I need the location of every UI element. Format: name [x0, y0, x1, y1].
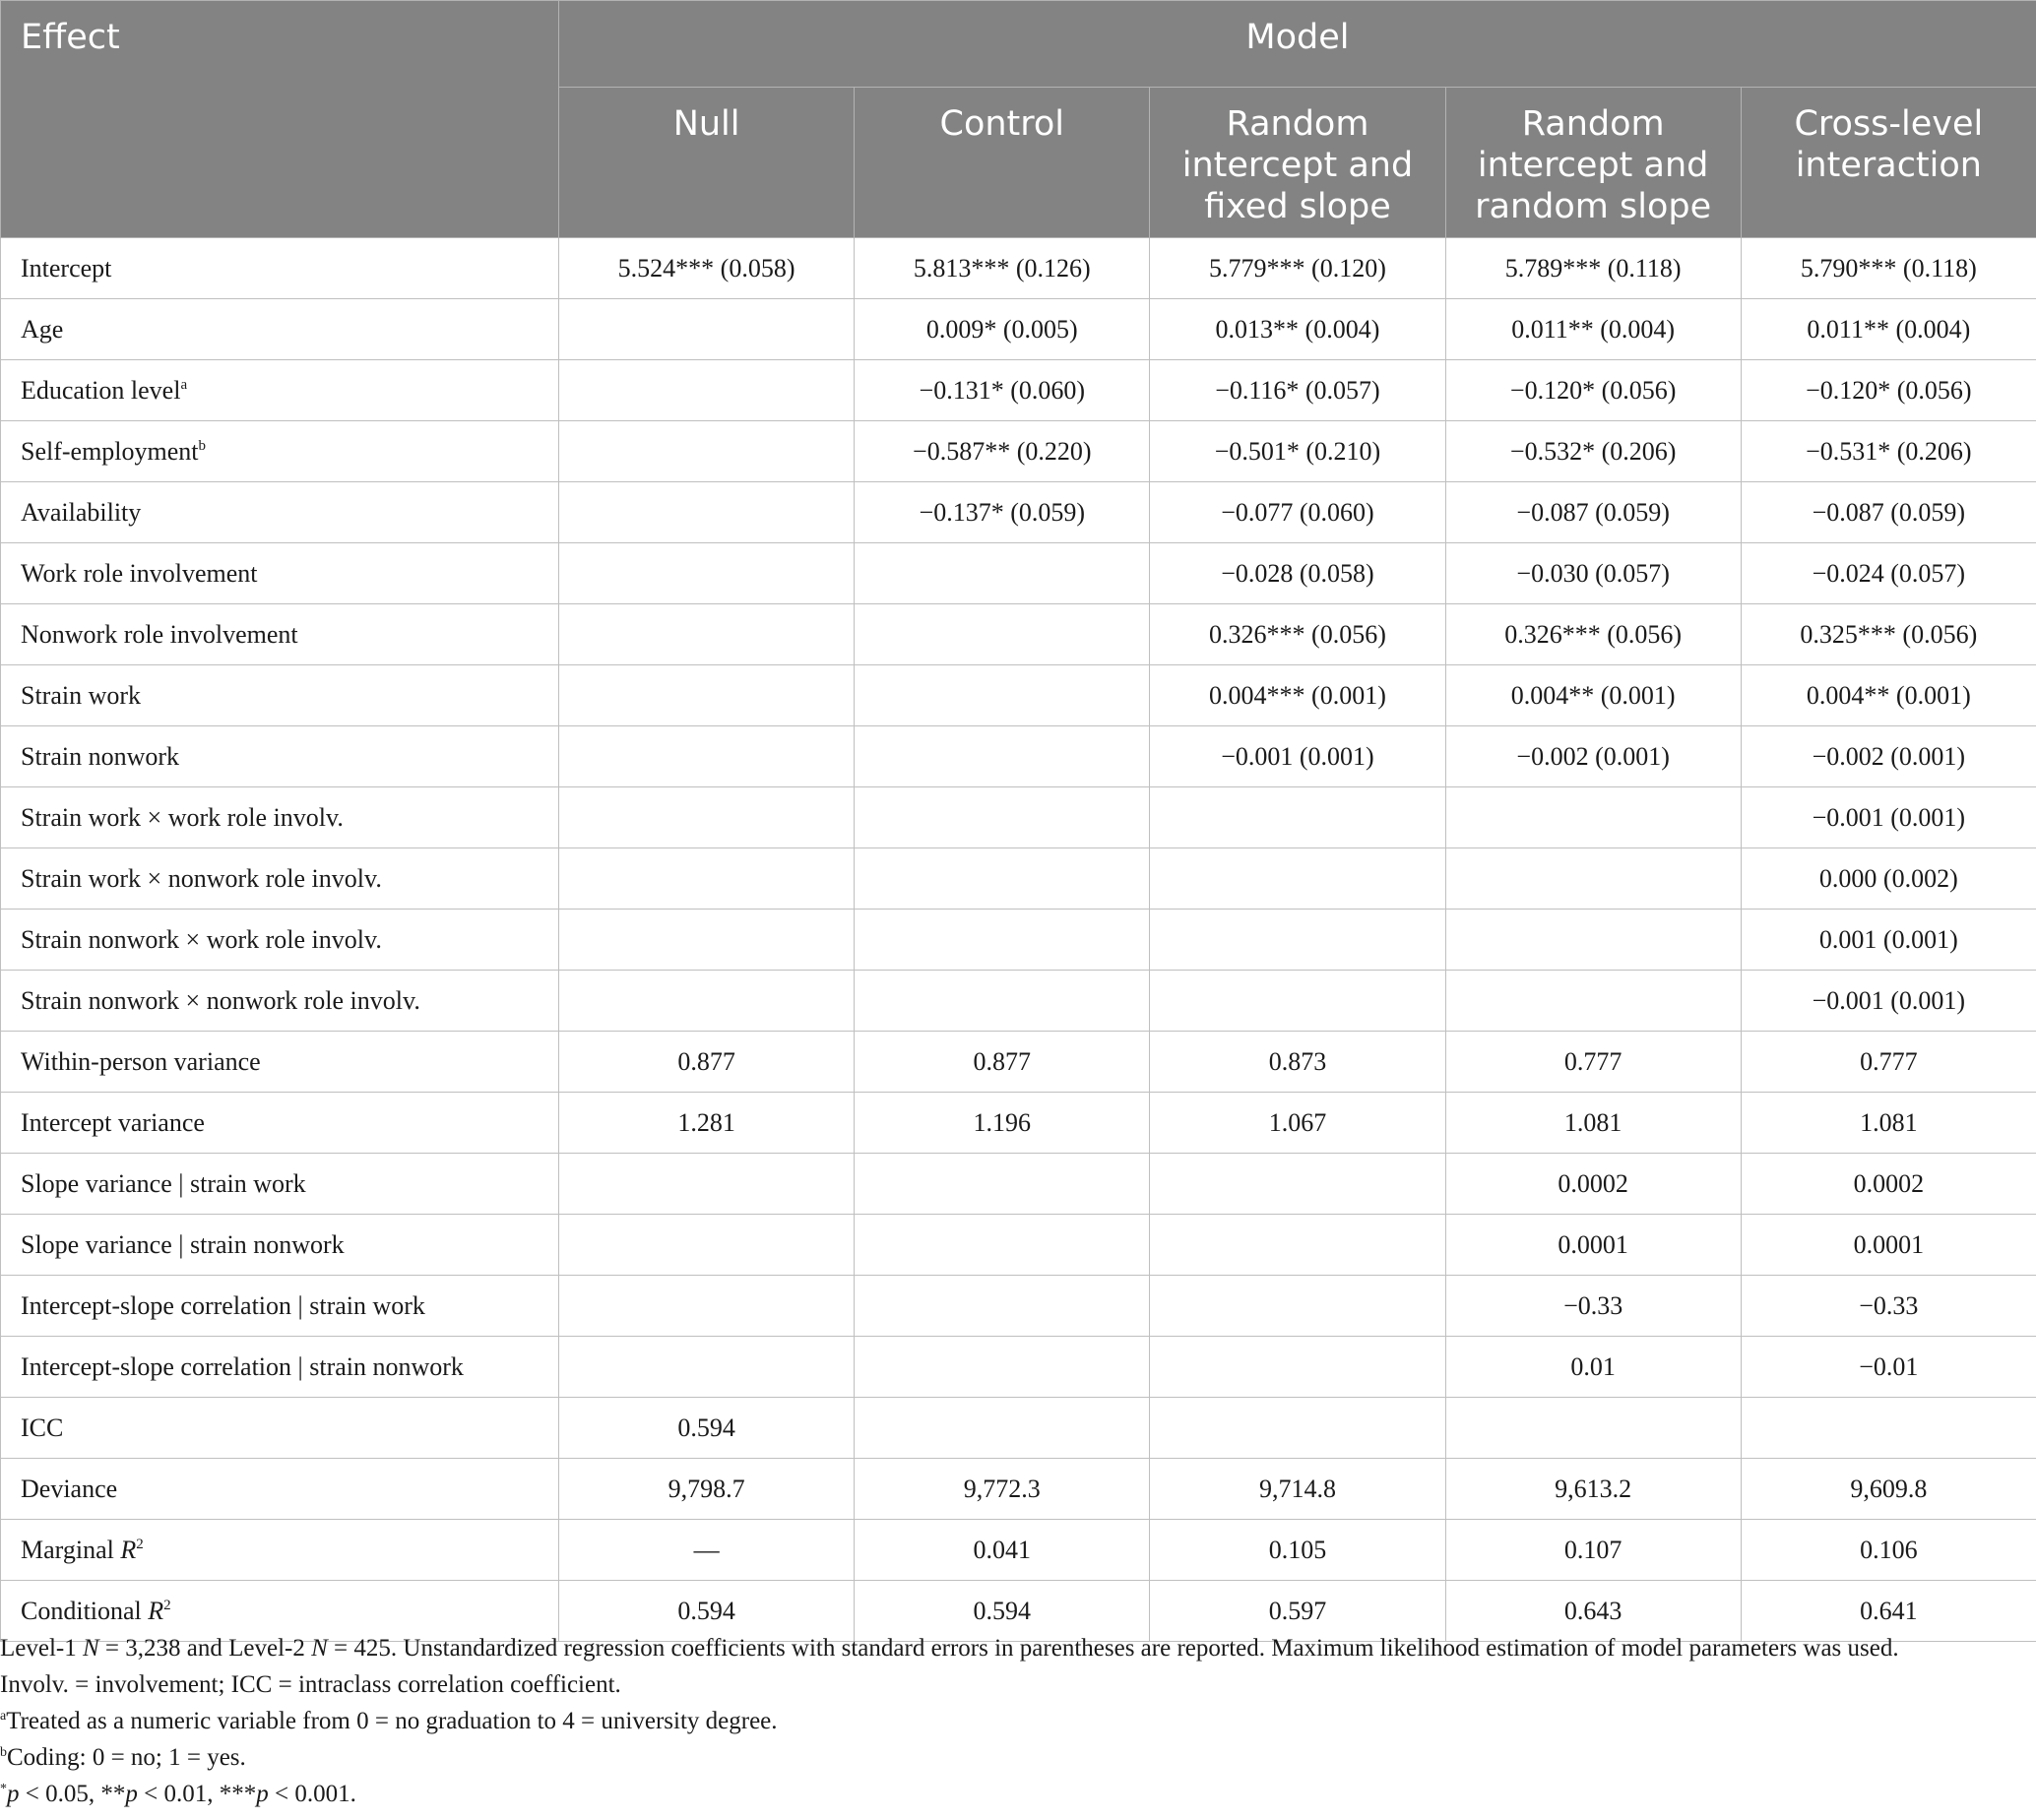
cell-value [559, 971, 855, 1032]
row-label [1, 1398, 559, 1459]
cell-value [1150, 1215, 1445, 1276]
r-squared-exponent: 2 [163, 1597, 171, 1613]
model-header-text [573, 88, 840, 145]
table-row [1, 1215, 2036, 1276]
row-label-text: Intercept [21, 253, 112, 282]
sample-size-note: Level-1 N = 3,238 and Level-2 N = 425. Unstandardized regression coefficients with standard errors in parentheses are reported. Maximum likelihood estimation of model parameters was used. [0, 1635, 1899, 1662]
row-label [1, 421, 559, 482]
model-header-line: Cross-level [1794, 104, 1984, 144]
cell-value: 0.777 [1445, 1032, 1741, 1093]
cell-value: 5.779*** (0.120) [1150, 238, 1445, 299]
cell-value [559, 1276, 855, 1337]
model-header-2 [1150, 88, 1445, 238]
table-row [1, 604, 2036, 665]
model-header-line: random slope [1475, 187, 1712, 226]
cell-value: −0.002 (0.001) [1741, 726, 2036, 787]
cell-value: −0.587** (0.220) [855, 421, 1150, 482]
cell-value [855, 787, 1150, 848]
row-label [1, 1032, 559, 1093]
cell-value: 0.004** (0.001) [1445, 665, 1741, 726]
cell-value: 0.107 [1445, 1520, 1741, 1581]
row-label [1, 1276, 559, 1337]
cell-value [855, 1215, 1150, 1276]
cell-value: 0.01 [1445, 1337, 1741, 1398]
table-row [1, 971, 2036, 1032]
cell-value: 9,609.8 [1741, 1459, 2036, 1520]
cell-value: 9,772.3 [855, 1459, 1150, 1520]
row-label [1, 1459, 559, 1520]
cell-value: 1.081 [1741, 1093, 2036, 1154]
row-label-text: Strain nonwork [21, 741, 180, 771]
cell-value: −0.087 (0.059) [1741, 482, 2036, 543]
cell-value [1150, 910, 1445, 971]
cell-value: 0.0001 [1445, 1215, 1741, 1276]
cell-value [855, 1154, 1150, 1215]
cell-value [559, 543, 855, 604]
model-header-line: intercept and [1477, 146, 1709, 185]
cell-value: −0.01 [1741, 1337, 2036, 1398]
cell-value: 0.326*** (0.056) [1445, 604, 1741, 665]
cell-value: 0.877 [559, 1032, 855, 1093]
cell-value: 9,613.2 [1445, 1459, 1741, 1520]
row-label-text: Strain work [21, 680, 142, 710]
table-row [1, 1459, 2036, 1520]
cell-value [1150, 971, 1445, 1032]
row-label [1, 787, 559, 848]
cell-value: 5.790*** (0.118) [1741, 238, 2036, 299]
footnote-b: $^b$Coding: 0 = no; 1 = yes. [0, 1744, 246, 1771]
cell-value [855, 1337, 1150, 1398]
row-label [1, 360, 559, 421]
cell-value: 0.0002 [1741, 1154, 2036, 1215]
cell-value [1150, 1154, 1445, 1215]
row-label-text: Slope variance | strain nonwork [21, 1229, 345, 1259]
row-label-text: Within-person variance [21, 1046, 261, 1076]
cell-value: −0.028 (0.058) [1150, 543, 1445, 604]
cell-value [1445, 971, 1741, 1032]
table-row [1, 726, 2036, 787]
row-label-text: Strain work × work role involv. [21, 802, 344, 832]
table-row [1, 238, 2036, 299]
cell-value: −0.001 (0.001) [1150, 726, 1445, 787]
table-row [1, 1276, 2036, 1337]
cell-value: 0.105 [1150, 1520, 1445, 1581]
row-label-text: Work role involvement [21, 558, 258, 588]
cell-value [1445, 1398, 1741, 1459]
cell-value: −0.120* (0.056) [1445, 360, 1741, 421]
cell-value: −0.087 (0.059) [1445, 482, 1741, 543]
table-row [1, 665, 2036, 726]
model-header-line: interaction [1795, 146, 1982, 185]
row-label [1, 910, 559, 971]
r-squared-exponent: 2 [136, 1536, 144, 1552]
row-label [1, 848, 559, 910]
cell-value: 0.641 [1741, 1581, 2036, 1642]
row-label-text: Age [21, 314, 64, 344]
model-header-line: Null [672, 104, 740, 144]
cell-value [855, 604, 1150, 665]
table-row [1, 1337, 2036, 1398]
model-header-0 [559, 88, 855, 238]
r-symbol: R [120, 1535, 137, 1564]
cell-value: 1.081 [1445, 1093, 1741, 1154]
cell-value [559, 726, 855, 787]
cell-value: 0.877 [855, 1032, 1150, 1093]
row-label-text: Conditional [21, 1596, 142, 1625]
row-label-text: Intercept-slope correlation | strain work [21, 1290, 425, 1320]
cell-value [559, 787, 855, 848]
footnote-a: $^a$Treated as a numeric variable from 0 = no graduation to 4 = university degree. [0, 1708, 778, 1734]
model-header-line: intercept and [1181, 146, 1414, 185]
model-header-line: fixed slope [1204, 187, 1391, 226]
cell-value: 0.011** (0.004) [1741, 299, 2036, 360]
model-header-4 [1741, 88, 2036, 238]
cell-value [559, 910, 855, 971]
cell-value: 0.0002 [1445, 1154, 1741, 1215]
model-header-1 [855, 88, 1150, 238]
footnote-marker: b [198, 437, 207, 454]
row-label [1, 1337, 559, 1398]
row-label-text: Strain work × nonwork role involv. [21, 863, 382, 893]
cell-value: −0.131* (0.060) [855, 360, 1150, 421]
cell-value [559, 482, 855, 543]
table-row [1, 910, 2036, 971]
cell-value [1150, 1276, 1445, 1337]
cell-value [559, 1337, 855, 1398]
table-row [1, 421, 2036, 482]
cell-value [559, 299, 855, 360]
cell-value: — [559, 1520, 855, 1581]
cell-value [559, 1215, 855, 1276]
cell-value: 0.001 (0.001) [1741, 910, 2036, 971]
cell-value: 1.067 [1150, 1093, 1445, 1154]
table-row [1, 482, 2036, 543]
cell-value: 0.594 [559, 1581, 855, 1642]
cell-value: 0.004** (0.001) [1741, 665, 2036, 726]
row-label-text: Strain nonwork × work role involv. [21, 924, 382, 954]
cell-value: 0.643 [1445, 1581, 1741, 1642]
row-label-text: Deviance [21, 1474, 118, 1503]
cell-value: 0.009* (0.005) [855, 299, 1150, 360]
cell-value [1150, 848, 1445, 910]
cell-value [559, 421, 855, 482]
row-label-text: Intercept-slope correlation | strain nonwork [21, 1351, 464, 1381]
row-label [1, 604, 559, 665]
cell-value: 1.281 [559, 1093, 855, 1154]
cell-value: 0.000 (0.002) [1741, 848, 2036, 910]
row-label-text: Nonwork role involvement [21, 619, 298, 649]
row-label [1, 1154, 559, 1215]
significance-note: *p < 0.05, **p < 0.01, ***p < 0.001. [0, 1781, 356, 1807]
row-label [1, 665, 559, 726]
row-label-text: ICC [21, 1412, 64, 1442]
cell-value: 0.597 [1150, 1581, 1445, 1642]
table-row [1, 543, 2036, 604]
model-header-line: Control [939, 104, 1065, 144]
table-row [1, 848, 2036, 910]
cell-value [855, 665, 1150, 726]
row-label-text: Education level [21, 375, 181, 405]
row-label-text: Self-employment [21, 436, 199, 466]
cell-value: 0.004*** (0.001) [1150, 665, 1445, 726]
cell-value: 5.813*** (0.126) [855, 238, 1150, 299]
cell-value: 9,714.8 [1150, 1459, 1445, 1520]
cell-value: −0.002 (0.001) [1445, 726, 1741, 787]
cell-value: 0.325*** (0.056) [1741, 604, 2036, 665]
cell-value: 0.011** (0.004) [1445, 299, 1741, 360]
cell-value: 0.106 [1741, 1520, 2036, 1581]
cell-value [559, 1154, 855, 1215]
cell-value: 0.873 [1150, 1032, 1445, 1093]
cell-value: 5.524*** (0.058) [559, 238, 855, 299]
model-group-header: Model [559, 1, 2036, 88]
cell-value: −0.501* (0.210) [1150, 421, 1445, 482]
footnote-marker: a [180, 376, 188, 393]
row-label [1, 1520, 559, 1581]
r-symbol: R [148, 1596, 164, 1625]
cell-value: 9,798.7 [559, 1459, 855, 1520]
cell-value: −0.077 (0.060) [1150, 482, 1445, 543]
model-header-line: Random [1226, 104, 1369, 144]
cell-value [855, 848, 1150, 910]
cell-value: −0.001 (0.001) [1741, 971, 2036, 1032]
row-label-text: Intercept variance [21, 1107, 205, 1137]
row-label-text: Availability [21, 497, 142, 527]
model-header-text [868, 88, 1135, 145]
cell-value [559, 665, 855, 726]
table-header [1, 1, 2036, 238]
cell-value [1150, 787, 1445, 848]
cell-value [1445, 910, 1741, 971]
cell-value [855, 726, 1150, 787]
cell-value [855, 543, 1150, 604]
cell-value [1445, 787, 1741, 848]
row-label [1, 1215, 559, 1276]
row-label [1, 971, 559, 1032]
cell-value [559, 848, 855, 910]
row-label [1, 482, 559, 543]
table-row [1, 299, 2036, 360]
table-row [1, 1032, 2036, 1093]
row-label-text: Strain nonwork × nonwork role involv. [21, 985, 420, 1015]
cell-value: −0.030 (0.057) [1445, 543, 1741, 604]
cell-value: −0.532* (0.206) [1445, 421, 1741, 482]
table-row [1, 1093, 2036, 1154]
row-label [1, 726, 559, 787]
effect-column-header: Effect [1, 1, 559, 238]
model-header-text [1460, 88, 1727, 227]
row-label-text: Slope variance | strain work [21, 1168, 306, 1198]
model-header-3 [1445, 88, 1741, 238]
cell-value: −0.33 [1445, 1276, 1741, 1337]
cell-value [1741, 1398, 2036, 1459]
cell-value: 0.013** (0.004) [1150, 299, 1445, 360]
model-header-text [1164, 88, 1431, 227]
row-label [1, 238, 559, 299]
cell-value [855, 910, 1150, 971]
cell-value: −0.120* (0.056) [1741, 360, 2036, 421]
cell-value: −0.531* (0.206) [1741, 421, 2036, 482]
table-body [1, 238, 2036, 1642]
cell-value [559, 604, 855, 665]
cell-value: 0.326*** (0.056) [1150, 604, 1445, 665]
row-label-text: Marginal [21, 1535, 114, 1564]
table-notes [0, 1630, 2036, 1812]
table-row [1, 1398, 2036, 1459]
table-row [1, 787, 2036, 848]
cell-value [855, 1398, 1150, 1459]
cell-value: −0.116* (0.057) [1150, 360, 1445, 421]
cell-value: −0.33 [1741, 1276, 2036, 1337]
cell-value: 0.594 [559, 1398, 855, 1459]
table-row [1, 1154, 2036, 1215]
cell-value [1150, 1398, 1445, 1459]
model-header-line: Random [1521, 104, 1665, 144]
cell-value [559, 360, 855, 421]
cell-value [1150, 1337, 1445, 1398]
cell-value [855, 971, 1150, 1032]
row-label [1, 1093, 559, 1154]
table-row [1, 1520, 2036, 1581]
cell-value: 0.777 [1741, 1032, 2036, 1093]
cell-value: 0.0001 [1741, 1215, 2036, 1276]
cell-value [855, 1276, 1150, 1337]
row-label [1, 543, 559, 604]
model-header-text [1755, 88, 2022, 186]
abbreviations-note: Involv. = involvement; ICC = intraclass correlation coefficient. [0, 1671, 621, 1698]
cell-value [1445, 848, 1741, 910]
cell-value: 1.196 [855, 1093, 1150, 1154]
row-label [1, 299, 559, 360]
cell-value: 5.789*** (0.118) [1445, 238, 1741, 299]
table-row [1, 360, 2036, 421]
cell-value: 0.594 [855, 1581, 1150, 1642]
cell-value: 0.041 [855, 1520, 1150, 1581]
cell-value: −0.024 (0.057) [1741, 543, 2036, 604]
cell-value: −0.001 (0.001) [1741, 787, 2036, 848]
cell-value: −0.137* (0.059) [855, 482, 1150, 543]
